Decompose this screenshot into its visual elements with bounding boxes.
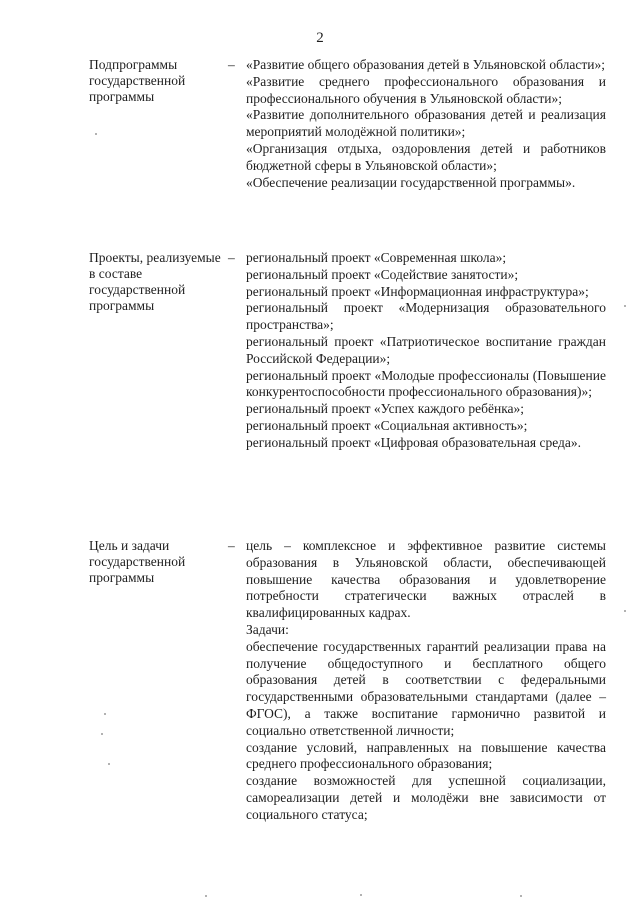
list-item: «Развитие общего образования детей в Ульяновской области»; xyxy=(246,57,605,72)
section-label-goals: Цель и задачи государственной программы xyxy=(89,538,186,585)
list-item: создание условий, направленных на повышение качества среднего профессионального образования; xyxy=(246,739,606,772)
scan-speck xyxy=(624,610,626,612)
list-item: региональный проект «Социальная активность»; xyxy=(246,417,528,433)
list-item: региональный проект «Молодые профессионалы (Повышение конкурентоспособности профессионального образования)»; xyxy=(246,367,606,400)
list-item: «Развитие среднего профессионального образования и профессионального обучения в Ульяновской области»; xyxy=(246,73,606,106)
list-item: «Организация отдыха, оздоровления детей и работников бюджетной сферы в Ульяновской области»; xyxy=(246,140,606,173)
list-item: Задачи: xyxy=(246,621,289,637)
section-dash: – xyxy=(228,57,235,72)
section-content-subprograms xyxy=(246,57,606,191)
scan-speck xyxy=(520,895,522,897)
list-item: «Развитие дополнительного образования детей и реализация мероприятий молодёжной политики»; xyxy=(246,107,606,140)
list-item: цель – комплексное и эффективное развитие системы образования в Ульяновской области, обеспечивающей повышение качества образования и удовлетворение потребности стратегически важных отраслей в квалифицированных кадрах. xyxy=(246,538,606,621)
section-dash: – xyxy=(228,538,235,553)
scan-speck xyxy=(205,895,207,897)
section-content-goals xyxy=(246,538,606,824)
list-item: региональный проект «Содействие занятости»; xyxy=(246,266,519,282)
list-item: «Обеспечение реализации государственной программы». xyxy=(246,174,576,190)
list-item: региональный проект «Модернизация образовательного пространства»; xyxy=(246,300,606,333)
section-dash: – xyxy=(228,250,235,265)
scan-speck xyxy=(624,305,626,307)
list-item: обеспечение государственных гарантий реализации права на получение общедоступного и бесплатного общего образования детей в соответствии с федеральными государственными образовательными стандартами (далее – ФГОС), а также воспитание гармонично развитой и социально ответственной личности; xyxy=(246,638,606,738)
section-content-projects xyxy=(246,250,606,452)
scan-speck xyxy=(95,133,97,135)
list-item: региональный проект «Патриотическое воспитание граждан Российской Федерации»; xyxy=(246,333,606,366)
list-item: региональный проект «Современная школа»; xyxy=(246,250,507,265)
scan-speck xyxy=(360,894,362,896)
scan-speck xyxy=(101,733,103,735)
list-item: создание возможностей для успешной социализации, самореализации детей и молодёжи вне зависимости от социального статуса; xyxy=(246,773,606,822)
scan-speck xyxy=(108,763,110,765)
page-number: 2 xyxy=(316,30,324,46)
scan-speck xyxy=(104,713,106,715)
list-item: региональный проект «Успех каждого ребёнка»; xyxy=(246,401,525,417)
list-item: региональный проект «Информационная инфраструктура»; xyxy=(246,283,589,299)
section-label-projects: Проекты, реализуемые в составе государственной программы xyxy=(89,250,221,313)
section-label-subprograms: Подпрограммы государственной программы xyxy=(89,57,186,104)
list-item: региональный проект «Цифровая образовательная среда». xyxy=(246,434,581,450)
